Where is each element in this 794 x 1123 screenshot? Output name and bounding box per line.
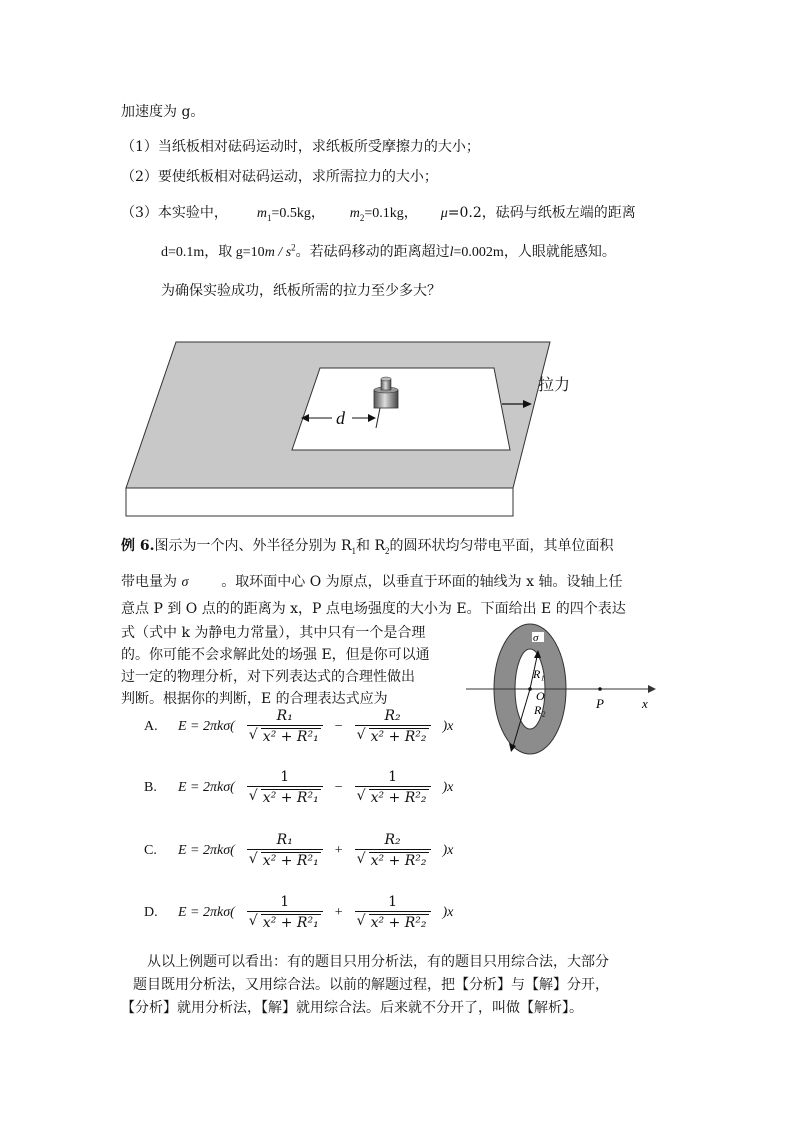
option-lead: E = 2πkσ( bbox=[178, 718, 235, 734]
x-axis-arrow-icon bbox=[648, 685, 656, 693]
r2-label: R₂ bbox=[534, 703, 546, 717]
fraction-denominator: x² + R²₂ bbox=[370, 729, 427, 745]
fraction-denominator: x² + R²₂ bbox=[370, 915, 427, 931]
option-letter: A. bbox=[144, 718, 158, 734]
fraction-numerator: R₂ bbox=[384, 708, 401, 724]
fraction-numerator: 1 bbox=[388, 894, 398, 910]
d-label: d bbox=[336, 408, 345, 428]
example6-line3: 意点 P 到 O 点的的距离为 x，P 点电场强度的大小为 E。下面给出 E 的四个表达 bbox=[121, 601, 626, 617]
question-2: （2）要使纸板相对砝码运动，求所需拉力的大小； bbox=[121, 169, 438, 185]
figure-charged-ring bbox=[466, 622, 666, 757]
q3-line2b: 。若砝码移动的距离超过 bbox=[295, 244, 450, 260]
m1-var: m bbox=[256, 206, 267, 221]
figure-table-cardboard bbox=[118, 328, 571, 518]
option-letter: C. bbox=[144, 842, 157, 858]
example6-text2b: 。取环面中心 O 为原点，以垂直于环面的轴线为 x 轴。设轴上任 bbox=[221, 574, 623, 590]
option-letter: B. bbox=[144, 779, 157, 795]
example6-text1c: 的圆环状均匀带电平面，其单位面积 bbox=[389, 538, 614, 554]
option-tail: )x bbox=[442, 718, 454, 734]
point-p-marker bbox=[598, 687, 602, 691]
option-operator: + bbox=[334, 904, 343, 920]
fraction-numerator: R₂ bbox=[384, 832, 401, 848]
fraction-denominator: x² + R²₁ bbox=[262, 853, 319, 869]
m2-value: =0.1kg， bbox=[364, 206, 418, 221]
force-label: 拉力 bbox=[538, 375, 571, 394]
q3-line2a: d=0.1m，取 g=10 bbox=[161, 245, 265, 260]
r1-label: R₁ bbox=[533, 667, 545, 681]
question-3-line1: （3）本实验中， $m_1=0.5kg$， $m_2=0.1kg$， μ=0.2，砝码与纸板左端的距离 bbox=[121, 205, 636, 223]
option-operator: − bbox=[334, 779, 343, 795]
conclusion-line3: 【分析】就用分析法，【解】就用综合法。后来就不分开了，叫做【解析】。 bbox=[121, 1000, 583, 1016]
example6-text2a: 带电量为 bbox=[121, 574, 177, 590]
example6-line4: 式（式中 k 为静电力常量），其中只有一个是合理 bbox=[121, 625, 426, 641]
option-tail: )x bbox=[442, 904, 454, 920]
option-a bbox=[144, 707, 453, 746]
fraction-numerator: 1 bbox=[280, 769, 290, 785]
option-operator: − bbox=[334, 718, 343, 734]
m2-var: m bbox=[349, 206, 360, 221]
m1-value: =0.5kg， bbox=[271, 206, 325, 221]
option-lead: E = 2πkσ( bbox=[178, 779, 235, 795]
conclusion-line1: 从以上例题可以看出：有的题目只用分析法，有的题目只用综合法，大部分 bbox=[147, 954, 609, 970]
option-letter: D. bbox=[144, 904, 158, 920]
option-d bbox=[144, 893, 453, 932]
l-var: l bbox=[449, 245, 454, 260]
example6-line1: 例 6.图示为一个内、外半径分别为 $R_1$和 $R_2$的圆环状均匀带电平面，其单位面积 bbox=[121, 538, 614, 556]
fraction-numerator: R₁ bbox=[276, 832, 293, 848]
q3-prefix: （3）本实验中， bbox=[121, 205, 228, 221]
fraction-numerator: 1 bbox=[388, 769, 398, 785]
p-label: P bbox=[596, 696, 604, 711]
cardboard bbox=[292, 368, 510, 450]
option-c bbox=[144, 831, 453, 870]
conclusion-line2: 题目既用分析法，又用综合法。以前的解题过程，把【分析】与【解】分开， bbox=[133, 977, 609, 993]
example6-text1: 图示为一个内、外半径分别为 R bbox=[154, 538, 352, 554]
fraction-denominator: x² + R²₁ bbox=[262, 790, 319, 806]
option-lead: E = 2πkσ( bbox=[178, 842, 235, 858]
option-lead: E = 2πkσ( bbox=[178, 904, 235, 920]
fraction-numerator: 1 bbox=[280, 894, 290, 910]
option-operator: + bbox=[334, 842, 343, 858]
example6-line5: 的。你可能不会求解此处的场强 E，但是你可以通 bbox=[121, 647, 430, 663]
question-3-line2: d=0.1m，取 $g=10m / s^2$。若砝码移动的距离超过l=0.002m，人眼就能感知。 bbox=[161, 242, 616, 260]
option-tail: )x bbox=[442, 779, 454, 795]
fraction-denominator: x² + R²₁ bbox=[262, 915, 319, 931]
table-front bbox=[126, 488, 513, 516]
fraction-denominator: x² + R²₂ bbox=[370, 853, 427, 869]
mu-value: =0.2，砝码与纸板左端的距离 bbox=[447, 205, 636, 221]
o-label: O bbox=[536, 689, 545, 703]
q3-line2c: =0.002m，人眼就能感知。 bbox=[453, 245, 616, 260]
question-1: （1）当纸板相对砝码运动时，求纸板所受摩擦力的大小； bbox=[121, 139, 480, 155]
ring-sigma-label: σ bbox=[533, 632, 539, 644]
example6-text1b: 和 R bbox=[356, 538, 385, 554]
mu-var: μ bbox=[440, 206, 448, 221]
question-3-line3: 为确保实验成功，纸板所需的拉力至少多大？ bbox=[161, 283, 441, 299]
option-tail: )x bbox=[442, 842, 454, 858]
option-b bbox=[144, 768, 453, 807]
example6-line6: 过一定的物理分析，对下列表达式的合理性做出 bbox=[121, 669, 415, 685]
x-label: x bbox=[642, 696, 648, 711]
fraction-denominator: x² + R²₁ bbox=[262, 729, 319, 745]
example6-line2 bbox=[121, 571, 622, 591]
fraction-denominator: x² + R²₂ bbox=[370, 790, 427, 806]
example6-line7: 判断。根据你的判断，E 的合理表达式应为 bbox=[121, 691, 388, 707]
fraction-numerator: R₁ bbox=[276, 708, 293, 724]
text-line-acceleration: 加速度为 g。 bbox=[121, 104, 205, 120]
example6-title: 例 6. bbox=[121, 538, 155, 554]
unit: m / s bbox=[264, 245, 292, 260]
sigma-symbol: σ bbox=[181, 575, 189, 590]
